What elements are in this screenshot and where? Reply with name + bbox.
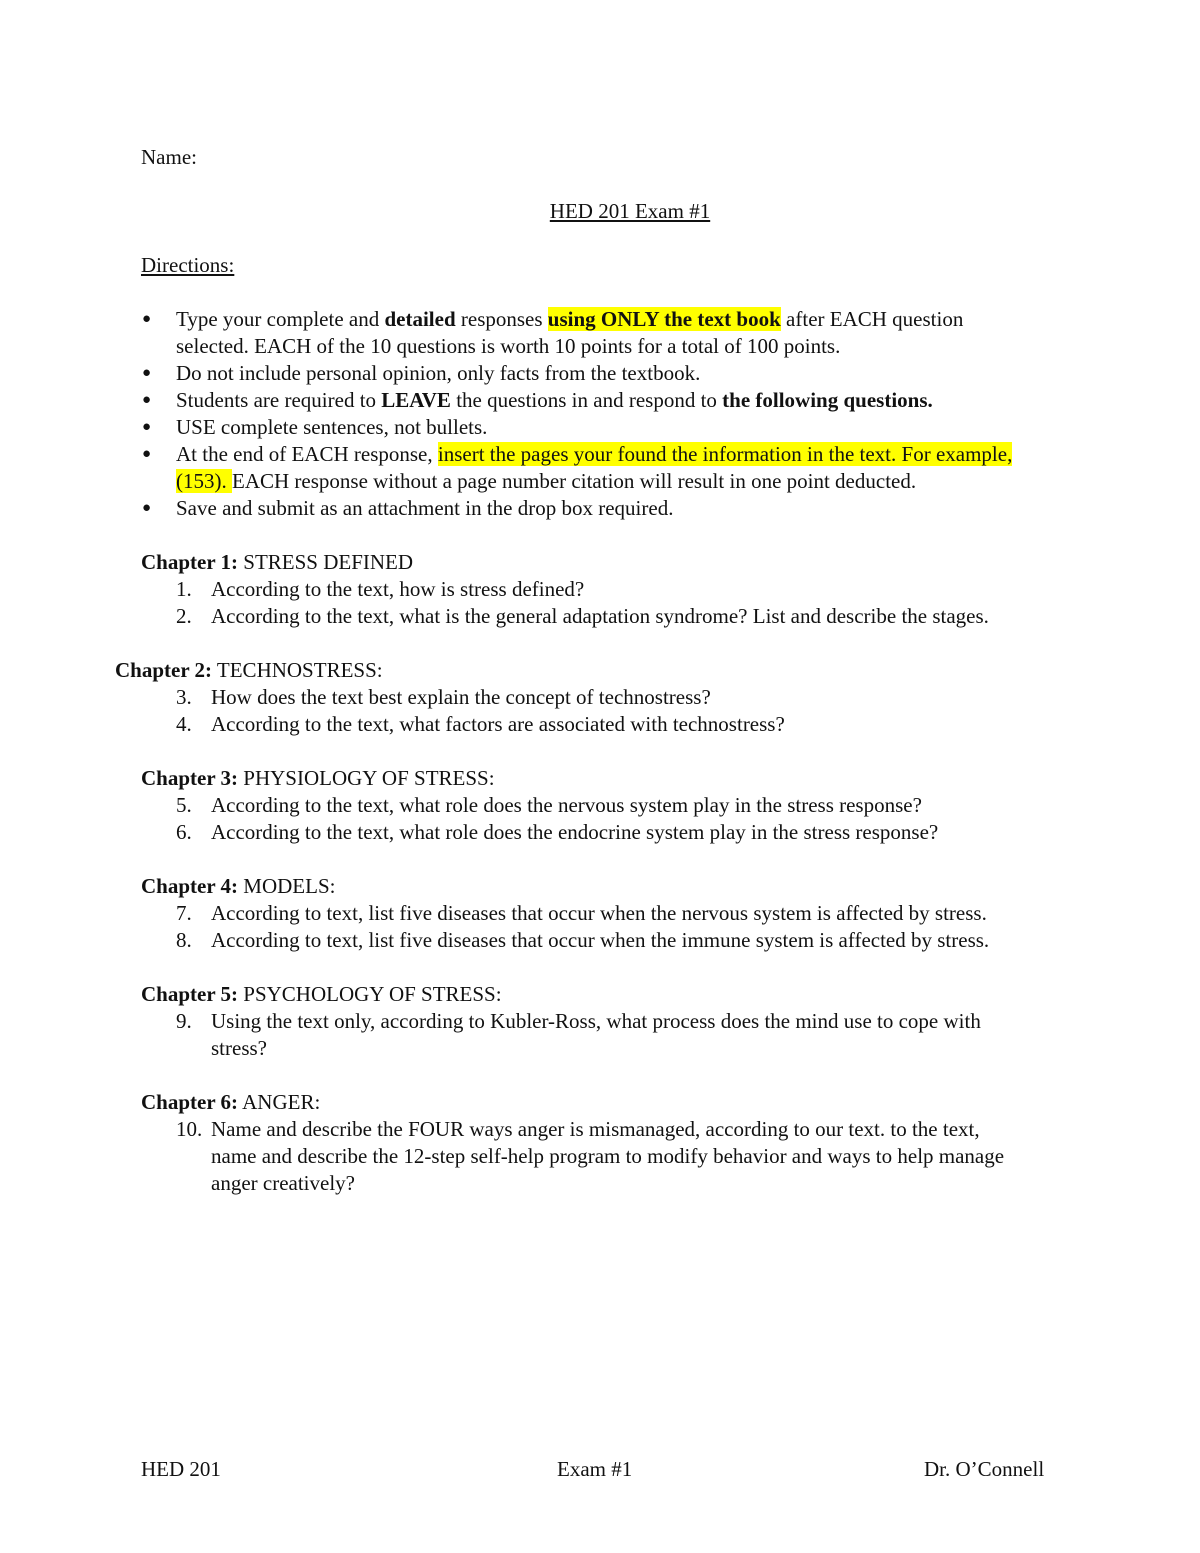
chapter-heading	[141, 1089, 320, 1116]
highlighted-text: insert the pages your found the information in the text. For example,	[437, 442, 1013, 466]
chapter-title: PSYCHOLOGY OF STRESS:	[238, 982, 502, 1006]
bold-text: detailed	[384, 307, 456, 331]
bullet-icon: ●	[142, 446, 152, 462]
list-item	[176, 387, 933, 414]
bullet-text: responses	[455, 307, 548, 331]
bold-text: LEAVE	[381, 388, 451, 412]
bullet-text: Students are required to	[176, 388, 382, 412]
chapter-title: STRESS DEFINED	[238, 550, 414, 574]
chapter-label: Chapter 2:	[115, 658, 213, 682]
chapter-label: Chapter 3:	[141, 766, 239, 790]
question-text: According to text, list five diseases that occur when the immune system is affected by stress.	[211, 928, 990, 952]
page-title: HED 201 Exam #1	[549, 199, 711, 223]
chapter-heading	[141, 981, 502, 1008]
bullet-icon: ●	[142, 392, 152, 408]
bullet-text: Type your complete and	[176, 307, 385, 331]
chapter-label: Chapter 5:	[141, 982, 239, 1006]
highlighted-text: using ONLY the text book	[547, 307, 781, 331]
question-text-continued: stress?	[211, 1036, 267, 1060]
question-text: Name and describe the FOUR ways anger is mismanaged, according to our text. to the text,	[211, 1117, 980, 1141]
question-number: 4.	[176, 712, 192, 736]
question-text-continued: anger creatively?	[211, 1171, 355, 1195]
chapter-heading	[115, 657, 383, 684]
list-item	[176, 441, 1012, 468]
question-number: 9.	[176, 1009, 192, 1033]
question-number: 6.	[176, 820, 192, 844]
question-number: 5.	[176, 793, 192, 817]
question-text: Using the text only, according to Kubler-Ross, what process does the mind use to cope with	[211, 1009, 981, 1033]
chapter-heading	[141, 549, 413, 576]
question-number: 1.	[176, 577, 192, 601]
highlighted-text: (153).	[176, 469, 232, 493]
bullet-icon: ●	[142, 365, 152, 381]
footer-left: HED 201	[141, 1457, 221, 1481]
bullet-icon: ●	[142, 500, 152, 516]
question-text: According to the text, what is the general adaptation syndrome? List and describe the stages.	[211, 604, 989, 628]
question-number: 7.	[176, 901, 192, 925]
question-text: According to text, list five diseases that occur when the nervous system is affected by stress.	[211, 901, 987, 925]
bold-text: the following questions.	[722, 388, 933, 412]
chapter-title: PHYSIOLOGY OF STRESS:	[238, 766, 495, 790]
question-number: 2.	[176, 604, 192, 628]
question-text: According to the text, what role does the endocrine system play in the stress response?	[211, 820, 939, 844]
list-item: USE complete sentences, not bullets.	[176, 415, 488, 439]
chapter-title: ANGER:	[238, 1090, 321, 1114]
question-text: According to the text, how is stress defined?	[211, 577, 585, 601]
question-number: 3.	[176, 685, 192, 709]
chapter-title: MODELS:	[238, 874, 336, 898]
question-text-continued: name and describe the 12-step self-help program to modify behavior and ways to help manage	[211, 1144, 1005, 1168]
question-text: According to the text, what role does the nervous system play in the stress response?	[211, 793, 922, 817]
bullet-text: At the end of EACH response,	[176, 442, 438, 466]
footer-right: Dr. O’Connell	[924, 1457, 1045, 1481]
chapter-title: TECHNOSTRESS:	[212, 658, 383, 682]
bullet-icon: ●	[142, 419, 152, 435]
list-item: Do not include personal opinion, only facts from the textbook.	[176, 361, 701, 385]
bullet-text: the questions in and respond to	[450, 388, 723, 412]
chapter-label: Chapter 1:	[141, 550, 239, 574]
name-label: Name:	[141, 145, 197, 169]
bullet-text: EACH response without a page number citation will result in one point deducted.	[232, 469, 917, 493]
question-number: 8.	[176, 928, 192, 952]
list-item-continued: selected. EACH of the 10 questions is worth 10 points for a total of 100 points.	[176, 334, 841, 358]
bullet-text: after EACH question	[780, 307, 964, 331]
chapter-label: Chapter 6:	[141, 1090, 239, 1114]
footer-center: Exam #1	[557, 1457, 633, 1481]
list-item	[176, 306, 963, 333]
chapter-heading	[141, 873, 335, 900]
question-number: 10.	[176, 1117, 203, 1141]
chapter-label: Chapter 4:	[141, 874, 239, 898]
list-item: Save and submit as an attachment in the drop box required.	[176, 496, 674, 520]
question-text: According to the text, what factors are associated with technostress?	[211, 712, 785, 736]
chapter-heading	[141, 765, 495, 792]
directions-label: Directions:	[141, 253, 235, 277]
bullet-icon: ●	[142, 311, 152, 327]
list-item-continued	[176, 468, 916, 495]
question-text: How does the text best explain the concept of technostress?	[211, 685, 711, 709]
